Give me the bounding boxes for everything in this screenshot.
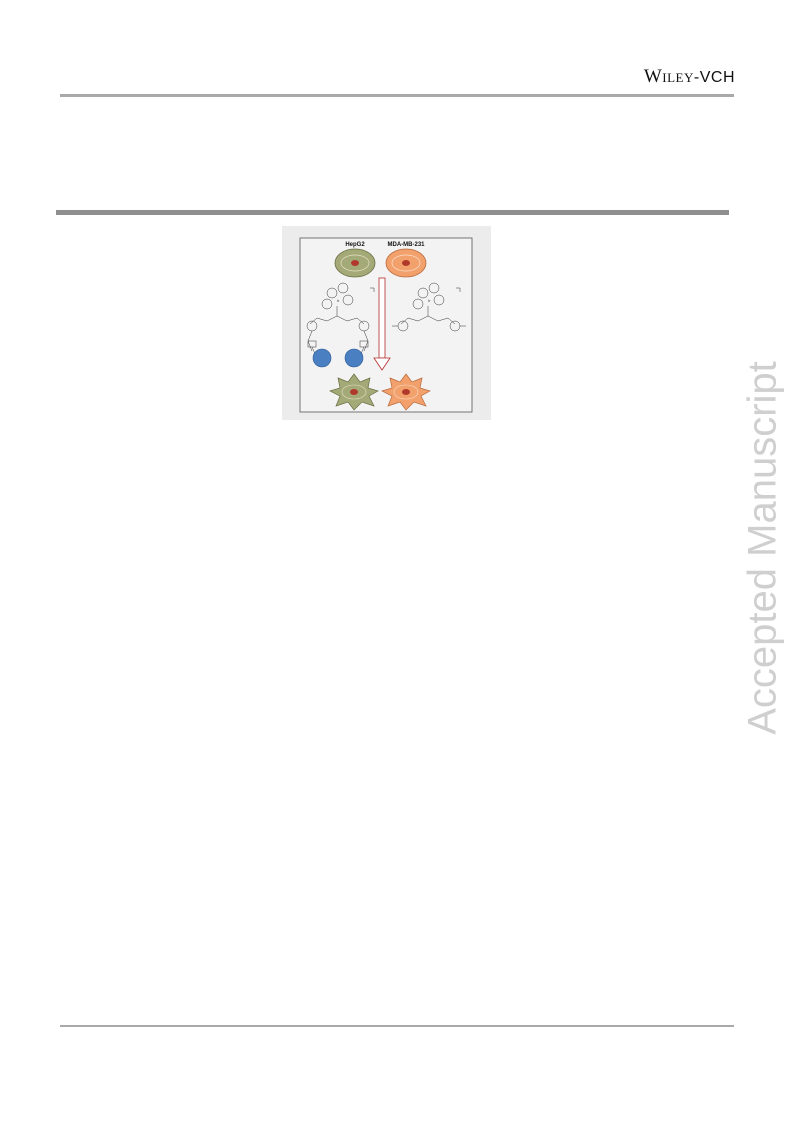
toc-graphic [282,226,491,420]
hepg2-cell [335,249,375,277]
toc-graphic-svg [282,226,491,420]
publisher-logo [644,66,735,88]
svg-text:Ir: Ir [337,298,340,303]
galactose-sphere-left [313,349,331,367]
galactose-sphere-right [345,349,363,367]
accepted-manuscript-watermark: Accepted Manuscript [740,361,785,735]
mda-cell [386,249,426,277]
publisher-logo-sub: -VCH [693,69,735,86]
mda-label: MDA-MB-231 [387,242,425,248]
header-rule [60,94,734,97]
footer-rule [60,1025,734,1027]
svg-text:Ir: Ir [428,298,431,303]
hepg2-label: HepG2 [345,242,365,248]
publisher-logo-main: Wiley [643,66,694,87]
toc-separator-rule [56,210,729,215]
